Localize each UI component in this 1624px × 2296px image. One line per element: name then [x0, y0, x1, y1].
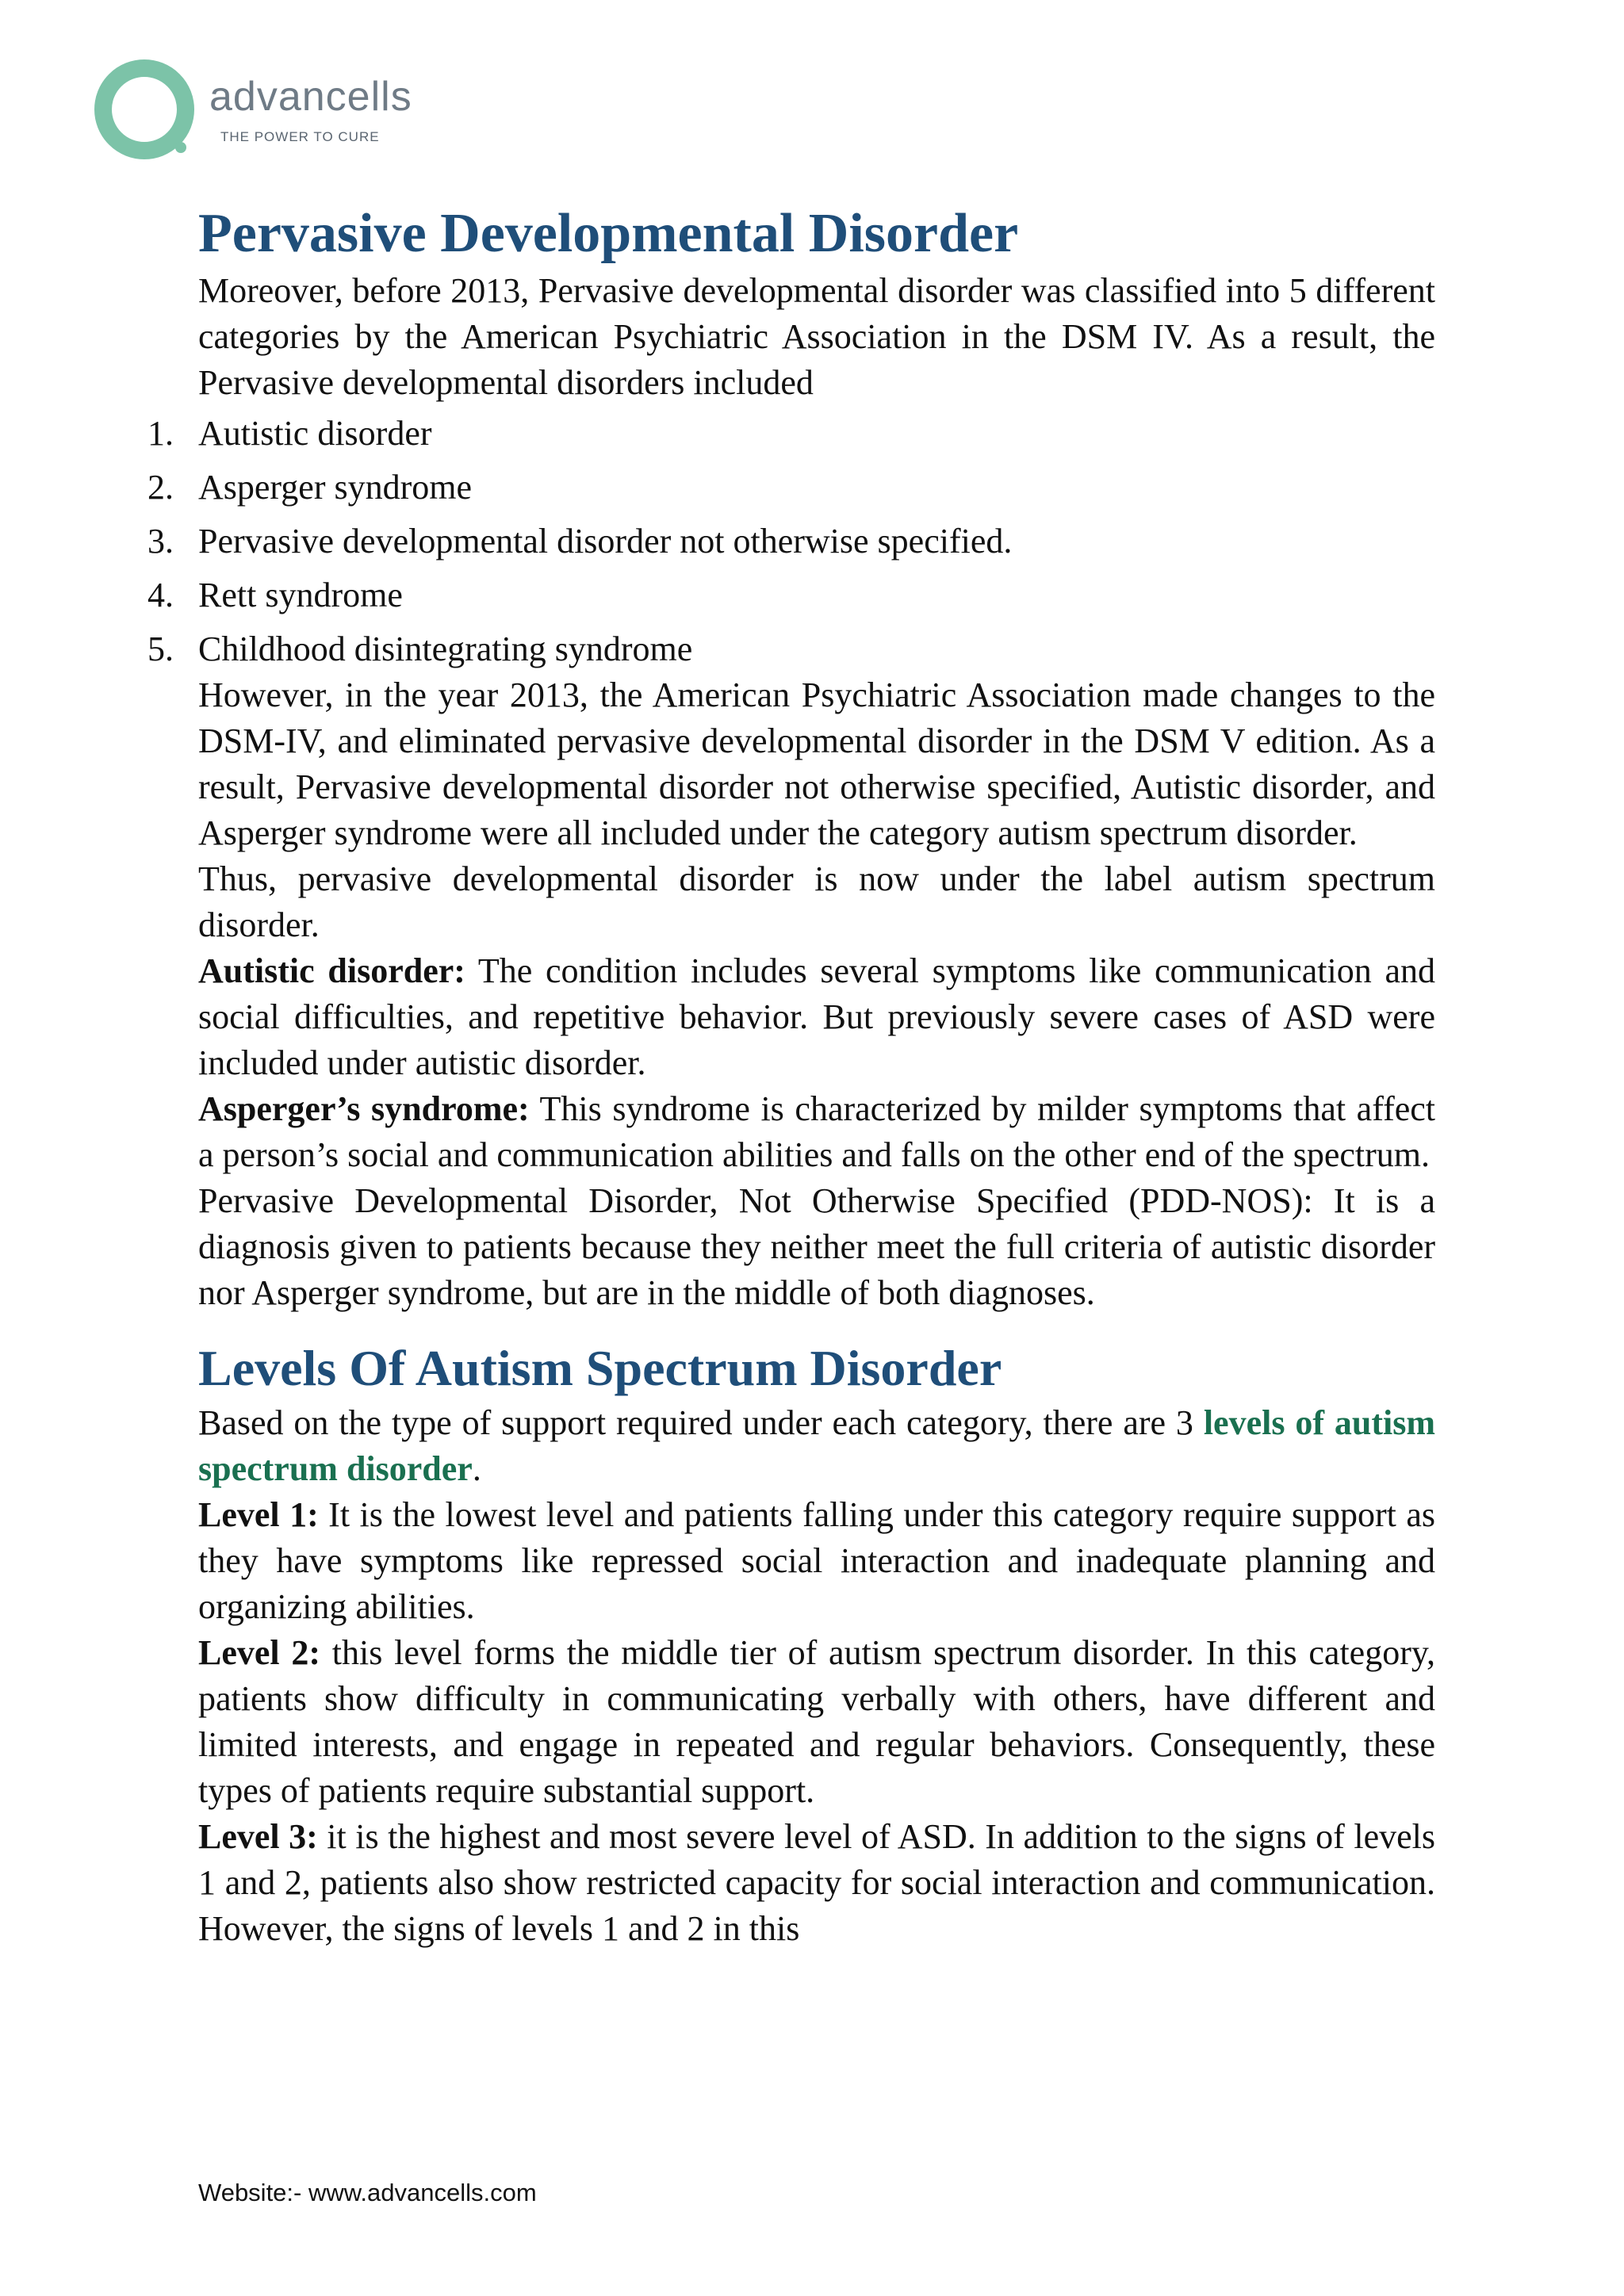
pdd-categories-list — [147, 411, 1435, 672]
pdd-thus-paragraph: Thus, pervasive developmental disorder is now under the label autism spectrum disorder. — [198, 859, 1435, 944]
list-number: 4. — [147, 576, 174, 614]
pdd-intro: Moreover, before 2013, Pervasive developmental disorder was classified into 5 different categories by the American Psychiatric Association in the DSM IV. As a result, the Pervasive developmental disorders included — [198, 271, 1435, 402]
level-3-text: it is the highest and most severe level of ASD. In addition to the signs of levels 1 and 2, patients also show restricted capacity for social interaction and communication. However, the signs of levels 1 and 2 in this — [198, 1817, 1435, 1948]
pdd-nos-paragraph: Pervasive Developmental Disorder, Not Otherwise Specified (PDD-NOS): It is a diagnosis given to patients because they neither meet the full criteria of autistic disorder nor Asperger syndrome, but are in the middle of both diagnoses. — [198, 1181, 1435, 1312]
list-number: 3. — [147, 522, 174, 561]
brand-tagline: THE POWER TO CURE — [220, 129, 380, 144]
level-3-paragraph — [198, 1814, 1435, 1952]
brand-logo — [94, 59, 442, 162]
list-item — [147, 626, 1435, 672]
levels-of-asd-link[interactable]: levels of autism spectrum disorder — [198, 1403, 1435, 1488]
list-item-text: Pervasive developmental disorder not otherwise specified. — [198, 522, 1013, 561]
list-item-text: Childhood disintegrating syndrome — [198, 629, 693, 668]
levels-intro-end: . — [472, 1449, 481, 1488]
levels-intro-text: Based on the type of support required under each category, there are 3 — [198, 1403, 1204, 1442]
list-item — [147, 572, 1435, 618]
level-1-label: Level 1: — [198, 1495, 319, 1534]
pdd-2013-paragraph: However, in the year 2013, the American Psychiatric Association made changes to the DSM-IV, and eliminated pervasive developmental disorder in the DSM V edition. As a result, Pervasive developmental disorder not otherwise specified, Autistic disorder, and Asperger syndrome were all included under the category autism spectrum disorder. — [198, 675, 1435, 852]
level-2-paragraph — [198, 1630, 1435, 1814]
list-item — [147, 465, 1435, 511]
advancells-logo-icon — [94, 59, 198, 162]
asperger-label: Asperger’s syndrome: — [198, 1089, 530, 1128]
level-1-text: It is the lowest level and patients falling under this category require support as they have symptoms like repressed social interaction and inadequate planning and organizing abilities. — [198, 1495, 1435, 1626]
asperger-text: This syndrome is characterized by milder symptoms that affect a person’s social and communication abilities and falls on the other end of the spectrum. — [198, 1089, 1435, 1174]
asperger-paragraph — [198, 1086, 1435, 1178]
list-item-text: Rett syndrome — [198, 576, 403, 614]
section-title-pdd: Pervasive Developmental Disorder — [198, 203, 1019, 264]
level-3-label: Level 3: — [198, 1817, 318, 1856]
list-item — [147, 411, 1435, 457]
list-number: 5. — [147, 629, 174, 668]
list-item — [147, 519, 1435, 564]
level-2-label: Level 2: — [198, 1633, 321, 1672]
level-2-text: this level forms the middle tier of autism spectrum disorder. In this category, patients show difficulty in communicating verbally with others, have different and limited interests, and engage in repeated and regular behaviors. Consequently, these types of patients require substantial support. — [198, 1633, 1435, 1810]
autistic-disorder-paragraph — [198, 948, 1435, 1086]
level-1-paragraph — [198, 1492, 1435, 1630]
list-number: 2. — [147, 468, 174, 507]
autistic-disorder-text: The condition includes several symptoms like communication and social difficulties, and repetitive behavior. But previously severe cases of ASD were included under autistic disorder. — [198, 951, 1435, 1082]
section-title-levels: Levels Of Autism Spectrum Disorder — [198, 1340, 1002, 1396]
list-item-text: Autistic disorder — [198, 414, 432, 453]
autistic-disorder-label: Autistic disorder: — [198, 951, 465, 990]
list-item-text: Asperger syndrome — [198, 468, 472, 507]
list-number: 1. — [147, 414, 174, 453]
levels-intro — [198, 1400, 1435, 1492]
document-body — [147, 200, 1435, 1952]
footer-website: Website:- www.advancells.com — [198, 2179, 537, 2206]
brand-name: advancells — [209, 74, 412, 120]
